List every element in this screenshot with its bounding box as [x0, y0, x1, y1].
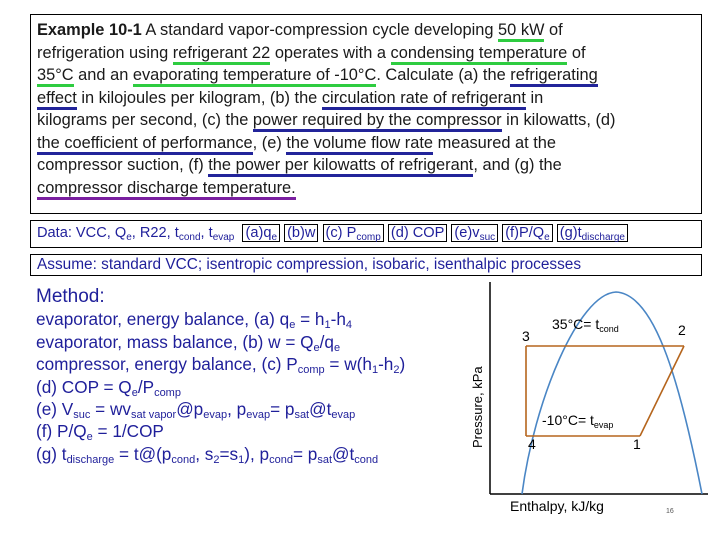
evaporating-temp-label: $-10^\circ C= t_{evap}$ [542, 412, 614, 430]
unknown-g: $(g)t_{discharge}$ [557, 224, 628, 242]
problem-line-5: kilograms per second, (c) the power required by the compressor in kilowatts, (d) [37, 109, 695, 132]
underline-volume: the volume flow rate [286, 134, 433, 155]
method-line-c: compressor, energy balance, (c) $P_{comp} = w(h_1-h_2)$ [36, 354, 406, 377]
problem-line-7: compressor suction, (f) the power per kilowatts of refrigerant, and (g) the [37, 154, 695, 177]
y-axis-label: Pressure, kPa [470, 366, 485, 448]
unknown-e: $(e)v_{suc}$ [451, 224, 498, 242]
problem-line-1: Example 10-1 A standard vapor-compression cycle developing 50 kW of [37, 19, 695, 42]
method-title: Method: [36, 286, 105, 307]
problem-line-4: effect in kilojoules per kilogram, (b) the circulation rate of refrigerant in [37, 87, 695, 110]
point-4-label: 4 [528, 436, 536, 452]
underline-effect: effect [37, 89, 77, 110]
problem-line-8 [37, 177, 695, 200]
underline-power-per: the power per kilowatts of refrigerant [208, 156, 473, 177]
problem-line-3: 35°C and an evaporating temperature of -10°C. Calculate (a) the refrigerating [37, 64, 695, 87]
unknown-d: (d) COP [388, 224, 448, 242]
underline-circulation: circulation rate of refrigerant [322, 89, 526, 110]
underline-discharge: compressor discharge temperature. [37, 179, 296, 200]
underline-refrigerating: refrigerating [510, 66, 597, 87]
problem-statement [30, 14, 702, 214]
unknown-f: $(f)P/Q_e$ [502, 224, 552, 242]
assumptions: Assume: standard VCC; isentropic compression, isobaric, isenthalpic processes [30, 254, 702, 276]
example-title: Example 10-1 [37, 21, 142, 39]
underline-35c: 35°C [37, 66, 74, 87]
problem-line-2: refrigeration using refrigerant 22 operates with a condensing temperature of [37, 42, 695, 65]
underline-r22: refrigerant 22 [173, 44, 271, 65]
unknown-a: $(a)q_e$ [242, 224, 280, 242]
method-line-f: (f) $P/Q_e = 1/COP$ [36, 421, 164, 444]
x-axis-label: Enthalpy, kJ/kg [510, 498, 604, 514]
method-line-b: evaporator, mass balance, (b) $w = Q_e/q_e$ [36, 331, 341, 354]
method-line-g: (g) $t_{discharge}$ = $t@(p_{cond}$, $s_2=s_1$), $p_{cond}=$ $p_{sat}@t_{cond}$ [36, 443, 379, 466]
point-2-label: 2 [678, 322, 686, 338]
underline-evaporating: evaporating temperature of -10°C [133, 66, 376, 87]
ph-diagram [488, 282, 708, 502]
method-section [36, 286, 405, 465]
problem-line-6: the coefficient of performance, (e) the volume flow rate measured at the [37, 132, 695, 155]
underline-cop: the coefficient of performance [37, 134, 253, 155]
underline-power-compressor: power required by the compressor [253, 111, 502, 132]
point-1-label: 1 [633, 436, 641, 452]
data-line: Data: VCC, $Q_e$, R22, $t_{cond}$, $t_{evap}$ $(a)q_e$ (b)w (c) $P_{comp}$ (d) COP $(e)v_{suc}$ $(f)P/Q_e$ $(g)t_{discharge}$ [30, 220, 702, 248]
point-3-label: 3 [522, 328, 530, 344]
method-line-a: evaporator, energy balance, (a) $q_e = h_1-h_4$ [36, 309, 353, 332]
underline-50kw: 50 kW [498, 21, 544, 42]
method-line-d: (d) COP = $Q_e/P_{comp}$ [36, 376, 181, 399]
unknown-b: (b)w [284, 224, 318, 242]
condensing-temp-label: $35^\circ C= t_{cond}$ [552, 316, 619, 334]
page-number: 16 [666, 508, 674, 515]
method-line-e: (e) $V_{suc}$ = $wv_{sat vapor}@p_{evap}$, $p_{evap}=$ $p_{sat}@t_{evap}$ [36, 398, 356, 421]
underline-condensing: condensing temperature [391, 44, 568, 65]
unknown-c: (c) $P_{comp}$ [323, 224, 384, 242]
